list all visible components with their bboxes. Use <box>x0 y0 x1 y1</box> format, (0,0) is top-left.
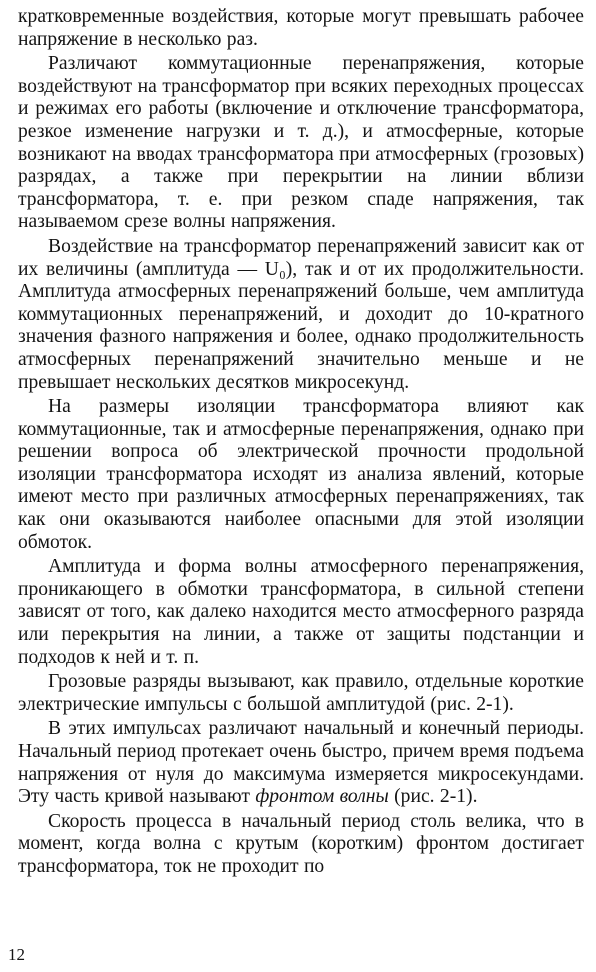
paragraph-2: Различают коммутационные перенапряжения, которые воздействуют на трансформатор при всяких переходных процессах и режимах его работы (включение и отключение трансформатора, резкое изменение нагрузки и т. д.), и атмосферные, которые возникают на вводах трансформатора при атмосферных (грозовых) разрядах, а также при перекрытии на линии вблизи трансформатора, т. е. при резком спаде напряжения, так называемом срезе волны напряжения. <box>18 53 584 233</box>
page-body <box>18 6 584 879</box>
page-number: 12 <box>8 945 25 964</box>
paragraph-7 <box>18 718 584 808</box>
paragraph-7-text-end: (рис. 2-1). <box>388 786 478 808</box>
paragraph-5: Амплитуда и форма волны атмосферного перенапряжения, проникающего в обмотки трансформатора, в сильной степени зависят от того, как далеко находится место атмосферного разряда или перекрытия на линии, а также от защиты подстанции и подходов к ней и т. п. <box>18 556 584 668</box>
paragraph-7-text-start: В этих импульсах различают начальный и конечный периоды. Начальный период протекает очень быстро, причем время подъема напряжения от нуля до максимума измеряется микросекундами. Эту часть кривой называют <box>18 718 584 808</box>
paragraph-4: На размеры изоляции трансформатора влияют как коммутационные, так и атмосферные перенапряжения, однако при решении вопроса об электрической прочности продольной изоляции трансформатора исходят из анализа явлений, которые имеют место при различных атмосферных перенапряжениях, так как они оказываются наиболее опасными для этой изоляции обмоток. <box>18 396 584 553</box>
paragraph-6: Грозовые разряды вызывают, как правило, отдельные короткие электрические импульсы с большой амплитудой (рис. 2-1). <box>18 671 584 715</box>
emphasized-term: фронтом волны <box>255 786 389 808</box>
paragraph-3: Воздействие на трансформатор перенапряжений зависит как от их величины (амплитуда — U₀), так и от их продолжительности. Амплитуда атмосферных перенапряжений больше, чем амплитуда коммутационных перенапряжений, и доходит до 10-кратного значения фазного напряжения и более, однако продолжительность атмосферных перенапряжений значительно меньше и не превышает нескольких десятков микросекунд. <box>18 235 584 393</box>
paragraph-8: Скорость процесса в начальный период столь велика, что в момент, когда волна с крутым (коротким) фронтом достигает трансформатора, ток не проходит по <box>18 810 584 877</box>
paragraph-1: кратковременные воздействия, которые могут превышать рабочее напряжение в несколько раз. <box>18 6 584 50</box>
